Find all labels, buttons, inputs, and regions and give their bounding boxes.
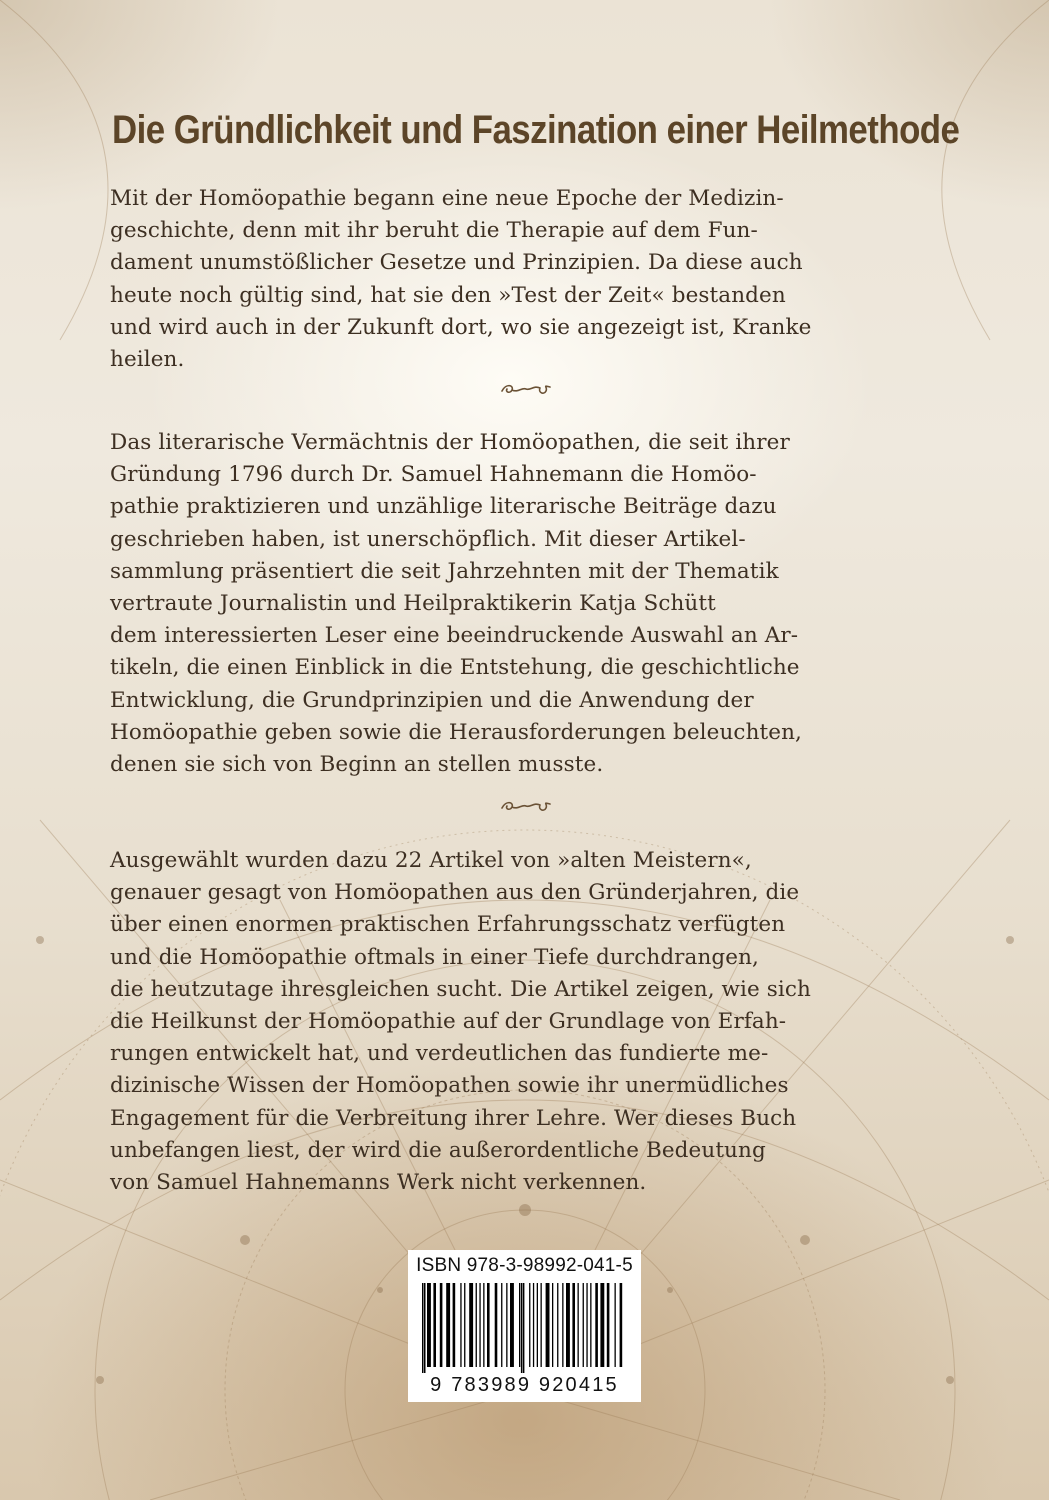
text-line: Engagement für die Verbreitung ihrer Lehre. Wer dieses Buch — [110, 1105, 797, 1131]
text-line: Mit der Homöopathie begann eine neue Epoche der Medizin- — [110, 186, 784, 211]
blurb-paragraph-3 — [110, 845, 940, 1199]
text-line: Das literarische Vermächtnis der Homöopathen, die seit ihrer — [110, 430, 790, 455]
text-line: sammlung präsentiert die seit Jahrzehnten mit der Thematik — [110, 558, 779, 584]
isbn-label: ISBN 978-3-98992-041-5 — [416, 1255, 633, 1276]
barcode-digits: 9 783989 920415 — [430, 1374, 619, 1396]
text-line: über einen enormen praktischen Erfahrungsschatz verfügten — [110, 912, 786, 938]
text-line: geschrieben haben, ist unerschöpflich. Mit dieser Artikel- — [110, 526, 746, 552]
text-line: Ausgewählt wurden dazu 22 Artikel von »alten Meistern«, — [110, 848, 752, 873]
text-line: die Heilkunst der Homöopathie auf der Grundlage von Erfah- — [110, 1009, 787, 1035]
isbn-barcode — [408, 1250, 641, 1402]
text-line: und die Homöopathie oftmals in einer Tiefe durchdrangen, — [110, 944, 759, 970]
text-line: tikeln, die einen Einblick in die Entstehung, die geschichtliche — [110, 655, 800, 681]
text-line: die heutzutage ihresgleichen sucht. Die Artikel zeigen, wie sich — [110, 976, 811, 1002]
text-line: genauer gesagt von Homöopathen aus den Gründerjahren, die — [110, 880, 800, 906]
cover-headline: Die Gründlichkeit und Faszination einer Heilmethode — [112, 108, 960, 152]
text-line: Homöopathie geben sowie die Herausforderungen beleuchten, — [110, 719, 802, 745]
text-line: dament unumstößlicher Gesetze und Prinzipien. Da diese auch — [110, 250, 803, 276]
blurb-paragraph-1 — [110, 183, 940, 376]
text-line: Entwicklung, die Grundprinzipien und die Anwendung der — [110, 687, 754, 713]
text-line: vertraute Journalistin und Heilpraktikerin Katja Schütt — [110, 591, 716, 617]
text-line: Gründung 1796 durch Dr. Samuel Hahnemann die Homöo- — [110, 462, 757, 488]
text-line: dizinische Wissen der Homöopathen sowie ihr unermüdliches — [110, 1073, 789, 1099]
text-line: geschichte, denn mit ihr beruht die Therapie auf dem Fun- — [110, 218, 758, 244]
text-line: von Samuel Hahnemanns Werk nicht verkennen. — [110, 1170, 647, 1196]
text-line: pathie praktizieren und unzählige literarische Beiträge dazu — [110, 494, 777, 520]
text-line: unbefangen liest, der wird die außerordentliche Bedeutung — [110, 1137, 766, 1163]
text-line: rungen entwickelt hat, und verdeutlichen das fundierte me- — [110, 1041, 769, 1067]
text-line: und wird auch in der Zukunft dort, wo sie angezeigt ist, Kranke — [110, 314, 812, 340]
barcode-icon — [422, 1283, 627, 1373]
text-line: denen sie sich von Beginn an stellen musste. — [110, 752, 604, 778]
text-line: heute noch gültig sind, hat sie den »Test der Zeit« bestanden — [110, 282, 786, 308]
blurb-paragraph-2 — [110, 427, 940, 781]
text-line: heilen. — [110, 347, 185, 373]
flourish-divider-icon — [498, 798, 554, 814]
text-line: dem interessierten Leser eine beeindruckende Auswahl an Ar- — [110, 623, 799, 649]
flourish-divider-icon — [498, 381, 554, 397]
